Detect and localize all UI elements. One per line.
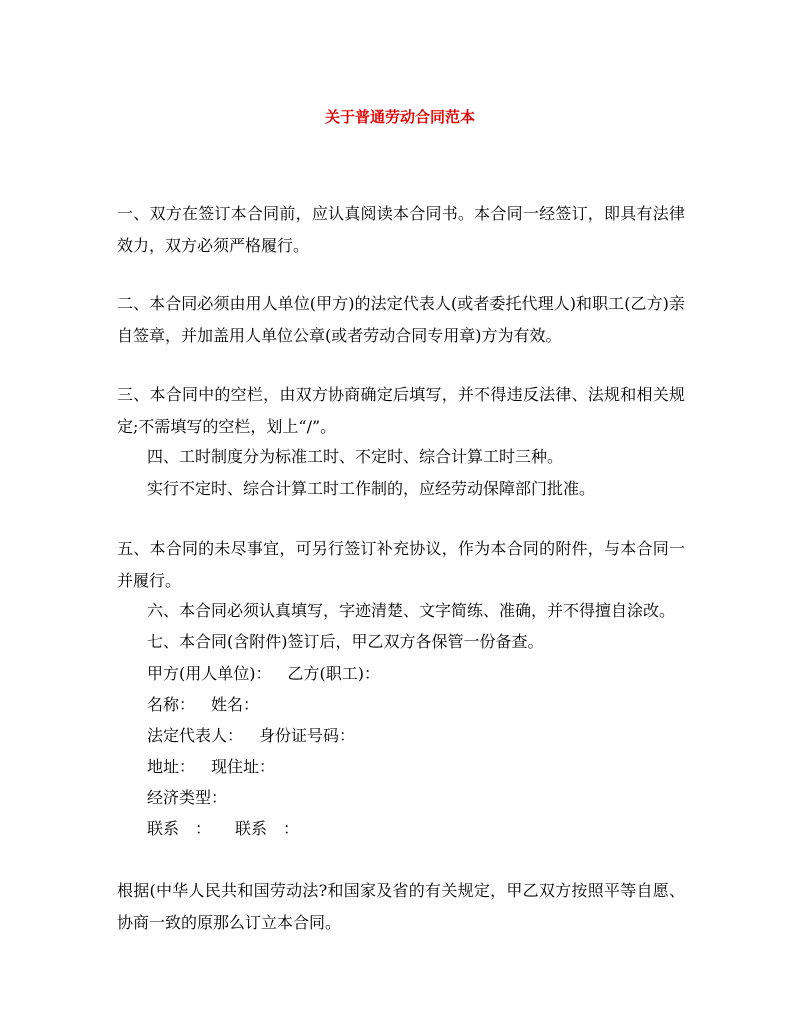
- party-a-label: 甲方(用人单位)：: [147, 664, 272, 683]
- contact-a-label: 联系 ：: [147, 819, 212, 838]
- contact-b-label: 联系 ：: [235, 819, 300, 838]
- representative-fields-line: [147, 720, 707, 752]
- id-number-label: 身份证号码：: [259, 726, 356, 745]
- company-name-label: 名称：: [147, 695, 196, 714]
- economic-type-line: 经济类型：: [147, 788, 228, 807]
- clause-2-paragraph: 二、本合同必须由用人单位(甲方)的法定代表人(或者委托代理人)和职工(乙方)亲自签章，并加盖用人单位公章(或者劳动合同专用章)方为有效。: [117, 294, 685, 345]
- clause-5-paragraph: 五、本合同的未尽事宜，可另行签订补充协议，作为本合同的附件，与本合同一并履行。: [117, 539, 685, 590]
- party-b-label: 乙方(职工)：: [287, 664, 380, 683]
- address-label: 地址：: [147, 757, 196, 776]
- name-fields-line: [147, 689, 707, 721]
- clause-4-line: 四、工时制度分为标准工时、不定时、综合计算工时三种。: [147, 447, 564, 466]
- residence-label: 现住址：: [211, 757, 276, 776]
- closing-paragraph: 根据(中华人民共和国劳动法?和国家及省的有关规定，甲乙双方按照平等自愿、协商一致的原那么订立本合同。: [117, 881, 685, 932]
- clause-7-line: 七、本合同(含附件)签订后，甲乙双方各保管一份备查。: [147, 632, 544, 651]
- document-title: 关于普通劳动合同范本: [324, 108, 475, 126]
- legal-representative-label: 法定代表人：: [147, 726, 244, 745]
- clause-3-paragraph: 三、本合同中的空栏，由双方协商确定后填写，并不得违反法律、法规和相关规定;不需填写的空栏，划上“/”。: [117, 385, 685, 436]
- party-labels-line: [147, 658, 707, 690]
- contact-fields-line: [147, 813, 707, 845]
- address-fields-line: [147, 751, 707, 783]
- clause-4-note-line: 实行不定时、综合计算工时工作制的，应经劳动保障部门批准。: [147, 479, 596, 498]
- person-name-label: 姓名：: [211, 695, 260, 714]
- clause-6-line: 六、本合同必须认真填写，字迹清楚、文字简练、准确，并不得擅自涂改。: [147, 601, 676, 620]
- clause-1-paragraph: 一、双方在签订本合同前，应认真阅读本合同书。本合同一经签订，即具有法律效力，双方必须严格履行。: [117, 204, 685, 255]
